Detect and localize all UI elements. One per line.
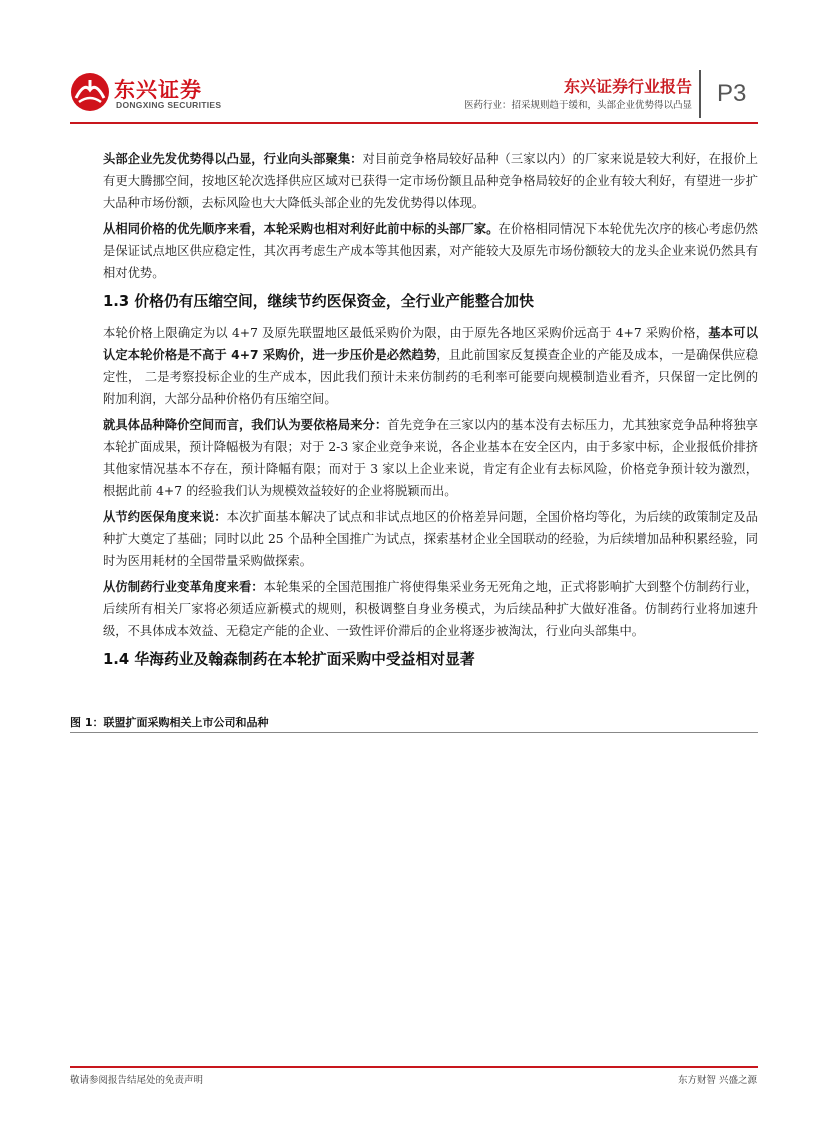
paragraph-text: 首先竞争在三家以内的基本没有去标压力，尤其独家竞争品种将独享本轮扩面成果，预计降幅极为有限；对于 2-3 家企业竞争来说，各企业基本在安全区内，由于多家中标，企业报低价排挤其他家情况基本不存在，预计降幅有限；而对于 3 家以上企业来说，肯定有企业有去标风险，价格竞争预计较为激烈，根据此前 4+7 的经验我们认为规模效益较好的企业将脱颖而出。 bbox=[103, 418, 758, 498]
footer-slogan: 东方财智 兴盛之源 bbox=[677, 1075, 757, 1086]
paragraph-lead: 从仿制药行业变革角度来看： bbox=[103, 580, 264, 594]
header-divider bbox=[699, 70, 701, 118]
footer-disclaimer: 敬请参阅报告结尾处的免责声明 bbox=[70, 1075, 204, 1086]
paragraph-text: 本轮集采的全国范围推广将使得集采业务无死角之地，正式将影响扩大到整个仿制药行业，后续所有相关厂家将必须适应新模式的规则，积极调整自身业务模式，为后续品种扩大做好准备。仿制药行业将加速升级，不具体成本效益、无稳定产能的企业、一致性评价滞后的企业将逐步被淘汰，行业向头部集中。 bbox=[103, 580, 758, 638]
paragraph-head-advantage bbox=[103, 148, 758, 214]
logo-mark-icon bbox=[70, 72, 110, 112]
paragraph-industry-reform bbox=[103, 576, 758, 642]
paragraph-price-cap bbox=[103, 322, 758, 410]
figure-rule bbox=[70, 732, 758, 733]
page-number: P3 bbox=[717, 80, 747, 107]
paragraph-text: 本次扩面基本解决了试点和非试点地区的价格差异问题，全国价格均等化，为后续的政策制定及品种扩大奠定了基础；同时以此 25 个品种全国推广为试点，探索基材企业全国联动的经验，为后续增加品种积累经验，同时为医用耗材的全国带量采购做探索。 bbox=[103, 510, 758, 568]
paragraph-insurance-savings bbox=[103, 506, 758, 572]
logo-chinese-name: 东兴证券 bbox=[114, 78, 202, 102]
footer-rule bbox=[70, 1066, 758, 1068]
paragraph-text: ，且此前国家反复摸查企业的产能及成本，一是确保供应稳定性， 二是考察投标企业的生产成本，因此我们预计未来仿制药的毛利率可能要向规模制造业看齐，只保留一定比例的附加利润，大部分品种价格仍有压缩空间。 bbox=[103, 348, 758, 406]
paragraph-text: 对目前竞争格局较好品种（三家以内）的厂家来说是较大利好，在报价上有更大腾挪空间，按地区轮次选择供应区域对已获得一定市场份额且品种竞争格局较好的企业有较大利好，有望进一步扩大品种市场份额，去标风险也大大降低头部企业的先发优势得以体现。 bbox=[103, 152, 758, 210]
logo-english-name: DONGXING SECURITIES bbox=[116, 100, 222, 110]
report-subtitle: 医药行业：招采规则趋于缓和，头部企业优势得以凸显 bbox=[463, 100, 692, 111]
paragraph-lead: 就具体品种降价空间而言，我们认为要依格局来分： bbox=[103, 418, 388, 432]
paragraph-lead: 从相同价格的优先顺序来看，本轮采购也相对利好此前中标的头部厂家。 bbox=[103, 222, 499, 236]
paragraph-lead: 头部企业先发优势得以凸显，行业向头部聚集： bbox=[103, 152, 363, 166]
paragraph-text: 本轮价格上限确定为以 4+7 及原先联盟地区最低采购价为限，由于原先各地区采购价远高于 4+7 采购价格， bbox=[103, 326, 709, 340]
paragraph-lead: 从节约医保角度来说： bbox=[103, 510, 227, 524]
paragraph-text: 在价格相同情况下本轮优先次序的核心考虑仍然是保证试点地区供应稳定性，其次再考虑生产成本等其他因素，对产能较大及原先市场份额较大的龙头企业来说仍然具有相对优势。 bbox=[103, 222, 758, 280]
paragraph-priority-order bbox=[103, 218, 758, 284]
paragraph-price-space bbox=[103, 414, 758, 502]
figure-caption: 图 1：联盟扩面采购相关上市公司和品种 bbox=[70, 716, 269, 729]
paragraph-emphasis: 基本可以认定本轮价格是不高于 4+7 采购价，进一步压价是必然趋势 bbox=[103, 326, 758, 362]
section-heading-1-4: 1.4 华海药业及翰森制药在本轮扩面采购中受益相对显著 bbox=[103, 651, 475, 668]
page-header bbox=[0, 0, 827, 130]
company-logo bbox=[70, 72, 220, 116]
header-rule bbox=[70, 122, 758, 124]
report-title: 东兴证券行业报告 bbox=[563, 77, 692, 96]
report-body bbox=[103, 148, 758, 680]
section-heading-1-3: 1.3 价格仍有压缩空间，继续节约医保资金，全行业产能整合加快 bbox=[103, 293, 534, 310]
